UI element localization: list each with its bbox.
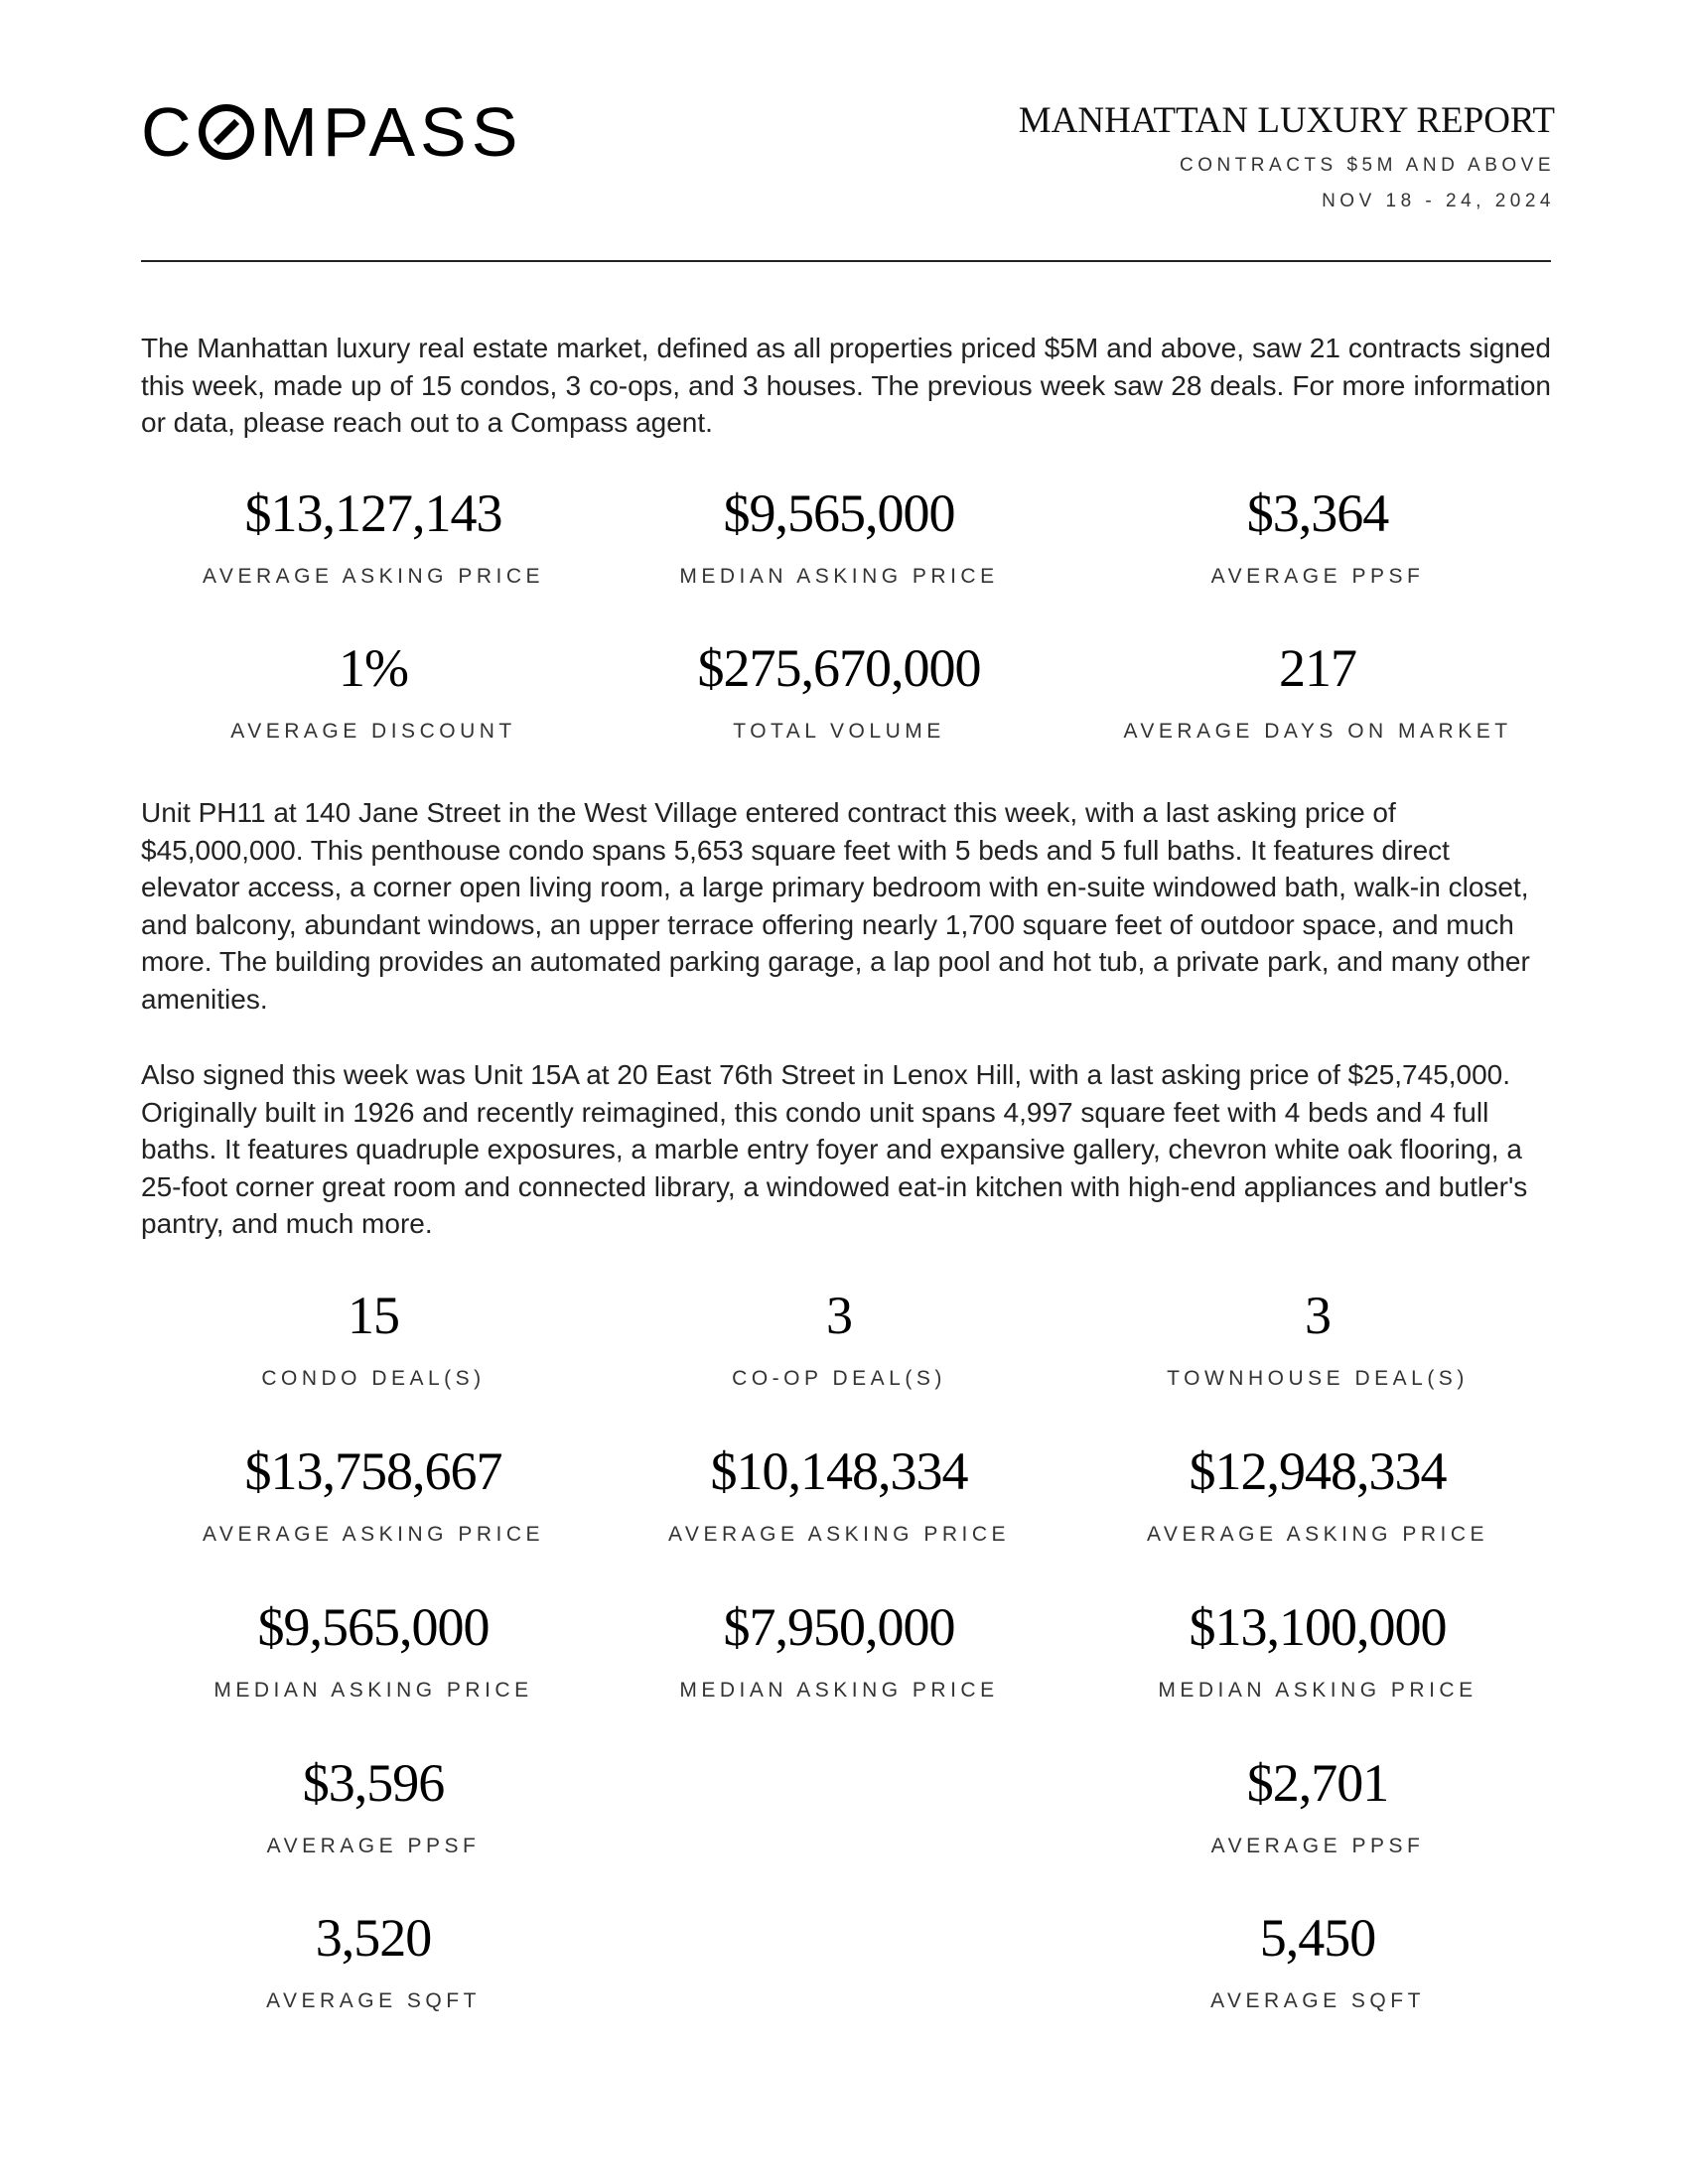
stat-value: 217 bbox=[1279, 638, 1356, 698]
stat-label: AVERAGE ASKING PRICE bbox=[1146, 1523, 1489, 1546]
stat-label: AVERAGE SQFT bbox=[266, 1989, 481, 2012]
stat-label: AVERAGE PPSF bbox=[266, 1835, 481, 1857]
stat-value: $2,701 bbox=[1246, 1753, 1389, 1813]
stat-value: $13,127,143 bbox=[244, 483, 502, 543]
stat-average-ppsf bbox=[1099, 483, 1536, 589]
stat-label: AVERAGE ASKING PRICE bbox=[202, 565, 545, 588]
stat-label: MEDIAN ASKING PRICE bbox=[213, 1679, 533, 1702]
stat-label: MEDIAN ASKING PRICE bbox=[679, 565, 999, 588]
stat-value: $9,565,000 bbox=[257, 1597, 490, 1657]
condo-average-sqft bbox=[155, 1908, 592, 2013]
stat-label: AVERAGE ASKING PRICE bbox=[667, 1523, 1011, 1546]
condo-median-asking-price bbox=[155, 1597, 592, 1703]
stat-value: $3,364 bbox=[1246, 483, 1389, 543]
condo-deals bbox=[155, 1286, 592, 1391]
stat-value: 15 bbox=[348, 1286, 399, 1345]
stat-label: AVERAGE DAYS ON MARKET bbox=[1123, 720, 1512, 743]
logo-letter-c: C bbox=[141, 93, 197, 171]
stat-average-days-on-market bbox=[1099, 638, 1536, 744]
stat-value: $7,950,000 bbox=[723, 1597, 955, 1657]
stat-value: $10,148,334 bbox=[710, 1441, 968, 1501]
stat-label: AVERAGE ASKING PRICE bbox=[202, 1523, 545, 1546]
report-title: MANHATTAN LUXURY REPORT bbox=[1018, 100, 1555, 141]
coop-deals bbox=[621, 1286, 1057, 1391]
stat-value: 5,450 bbox=[1259, 1908, 1376, 1968]
report-subtitle: CONTRACTS $5M AND ABOVE bbox=[1179, 155, 1555, 176]
townhouse-median-asking-price bbox=[1099, 1597, 1536, 1703]
stat-label: TOWNHOUSE DEAL(S) bbox=[1167, 1367, 1469, 1390]
townhouse-deals bbox=[1099, 1286, 1536, 1391]
stat-value: $275,670,000 bbox=[697, 638, 981, 698]
townhouse-average-asking-price bbox=[1099, 1441, 1536, 1547]
stat-label: MEDIAN ASKING PRICE bbox=[1158, 1679, 1477, 1702]
stat-median-asking-price bbox=[621, 483, 1057, 589]
stat-value: $13,758,667 bbox=[244, 1441, 502, 1501]
stat-label: CO-OP DEAL(S) bbox=[732, 1367, 946, 1390]
stat-average-asking-price bbox=[155, 483, 592, 589]
logo-letters-mpass: MPASS bbox=[259, 93, 523, 171]
stat-value: $9,565,000 bbox=[723, 483, 955, 543]
coop-average-asking-price bbox=[621, 1441, 1057, 1547]
stat-label: CONDO DEAL(S) bbox=[261, 1367, 486, 1390]
report-date-range: NOV 18 - 24, 2024 bbox=[1322, 191, 1555, 211]
compass-logo bbox=[141, 93, 523, 171]
stat-value: $13,100,000 bbox=[1189, 1597, 1447, 1657]
coop-median-asking-price bbox=[621, 1597, 1057, 1703]
header-divider bbox=[141, 260, 1551, 262]
stat-total-volume bbox=[621, 638, 1057, 744]
stat-value: 3,520 bbox=[315, 1908, 432, 1968]
townhouse-average-ppsf bbox=[1099, 1753, 1536, 1858]
stat-label: AVERAGE PPSF bbox=[1210, 1835, 1425, 1857]
stat-label: AVERAGE SQFT bbox=[1210, 1989, 1425, 2012]
highlight-paragraph-2: Also signed this week was Unit 15A at 20 East 76th Street in Lenox Hill, with a last asking price of $25,745,000. Originally built in 1926 and recently reimagined, this condo unit spans 4,997 square feet with 4 beds and 4 full baths. It features quadruple exposures, a marble entry foyer and expansive gallery, chevron white oak flooring, a 25-foot corner great room and connected library, a windowed eat-in kitchen with high-end appliances and butler's pantry, and much more. bbox=[141, 1059, 1528, 1239]
condo-average-ppsf bbox=[155, 1753, 592, 1858]
highlight-paragraph-1: Unit PH11 at 140 Jane Street in the West Village entered contract this week, with a last asking price of $45,000,000. This penthouse condo spans 5,653 square feet with 5 beds and 5 full baths. It features direct elevator access, a corner open living room, a large primary bedroom with en-suite windowed bath, walk-in closet, and balcony, abundant windows, an upper terrace offering nearly 1,700 square feet of outdoor space, and much more. The building provides an automated parking garage, a lap pool and hot tub, a private park, and many other amenities. bbox=[141, 797, 1530, 1015]
stat-value: $12,948,334 bbox=[1189, 1441, 1447, 1501]
stat-average-discount bbox=[155, 638, 592, 744]
stat-label: MEDIAN ASKING PRICE bbox=[679, 1679, 999, 1702]
stat-label: AVERAGE DISCOUNT bbox=[230, 720, 516, 743]
stat-value: 1% bbox=[339, 638, 408, 698]
stat-label: AVERAGE PPSF bbox=[1210, 565, 1425, 588]
stat-label: TOTAL VOLUME bbox=[733, 720, 945, 743]
stat-value: 3 bbox=[1305, 1286, 1331, 1345]
stat-value: $3,596 bbox=[302, 1753, 445, 1813]
townhouse-average-sqft bbox=[1099, 1908, 1536, 2013]
condo-average-asking-price bbox=[155, 1441, 592, 1547]
intro-paragraph: The Manhattan luxury real estate market, defined as all properties priced $5M and above, saw 21 contracts signed this week, made up of 15 condos, 3 co-ops, and 3 houses. The previous week saw 28 deals. For more information or data, please reach out to a Compass agent. bbox=[141, 333, 1551, 438]
stat-value: 3 bbox=[826, 1286, 852, 1345]
compass-o-icon bbox=[199, 104, 254, 160]
